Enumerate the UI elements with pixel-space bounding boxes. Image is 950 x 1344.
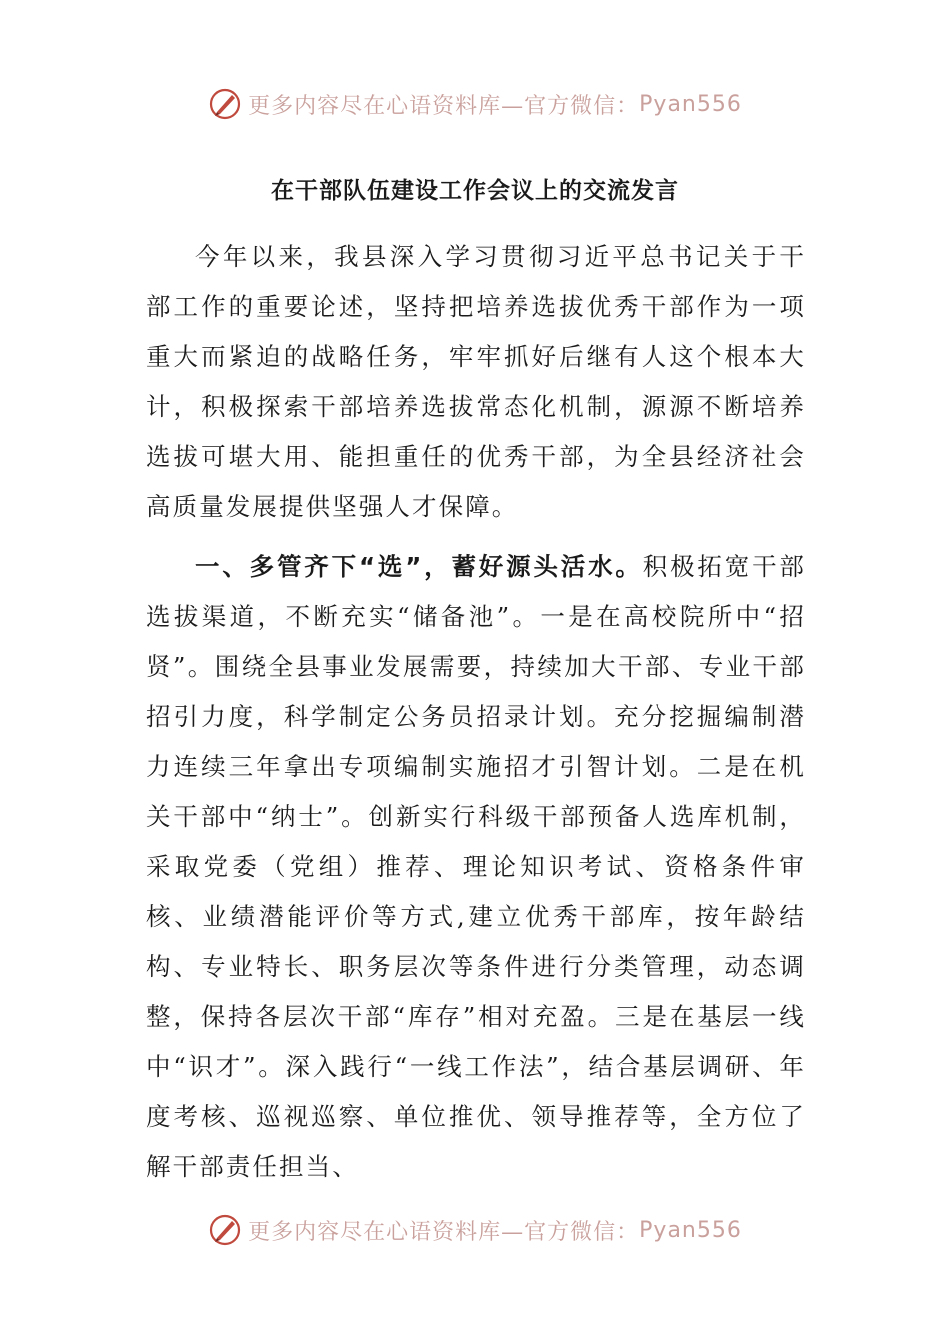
section-1-body: 积极拓宽干部选拔渠道，不断充实“储备池”。一是在高校院所中“招贤”。围绕全县事业发展需要，持续加大干部、专业干部招引力度，科学制定公务员招录计划。充分挖掘编制潜力连续三年拿出专项编制实施招才引智计划。二是在机关干部中“纳士”。创新实行科级干部预备人选库机制，采取党委（党组）推荐、理论知识考试、资格条件审核、业绩潜能评价等方式,建立优秀干部库，按年龄结构、专业特长、职务层次等条件进行分类管理，动态调整，保持各层次干部“库存”相对充盈。三是在基层一线中“识才”。深入践行“一线工作法”，结合基层调研、年度考核、巡视巡察、单位推优、领导推荐等，全方位了解干部责任担当、	[146, 552, 806, 1181]
section-1-paragraph	[146, 542, 806, 1192]
section-1-heading: 一、多管齐下“选”，蓄好源头活水。	[195, 552, 643, 581]
watermark-text: 更多内容尽在心语资料库—官方微信：	[248, 1219, 640, 1245]
pen-circle-icon	[208, 1213, 242, 1247]
document-body	[146, 232, 806, 1192]
intro-paragraph: 今年以来，我县深入学习贯彻习近平总书记关于干部工作的重要论述，坚持把培养选拔优秀干部作为一项重大而紧迫的战略任务，牢牢抓好后继有人这个根本大计，积极探索干部培养选拔常态化机制，源源不断培养选拔可堪大用、能担重任的优秀干部，为全县经济社会高质量发展提供坚强人才保障。	[146, 242, 806, 521]
watermark-text: 更多内容尽在心语资料库—官方微信：	[248, 93, 640, 119]
watermark-wechat-id: Pyan556	[639, 1217, 742, 1243]
pen-circle-icon	[208, 87, 242, 121]
header-watermark	[0, 84, 950, 124]
watermark-wechat-id: Pyan556	[639, 91, 742, 117]
footer-watermark	[0, 1210, 950, 1250]
document-title: 在干部队伍建设工作会议上的交流发言	[271, 178, 679, 204]
